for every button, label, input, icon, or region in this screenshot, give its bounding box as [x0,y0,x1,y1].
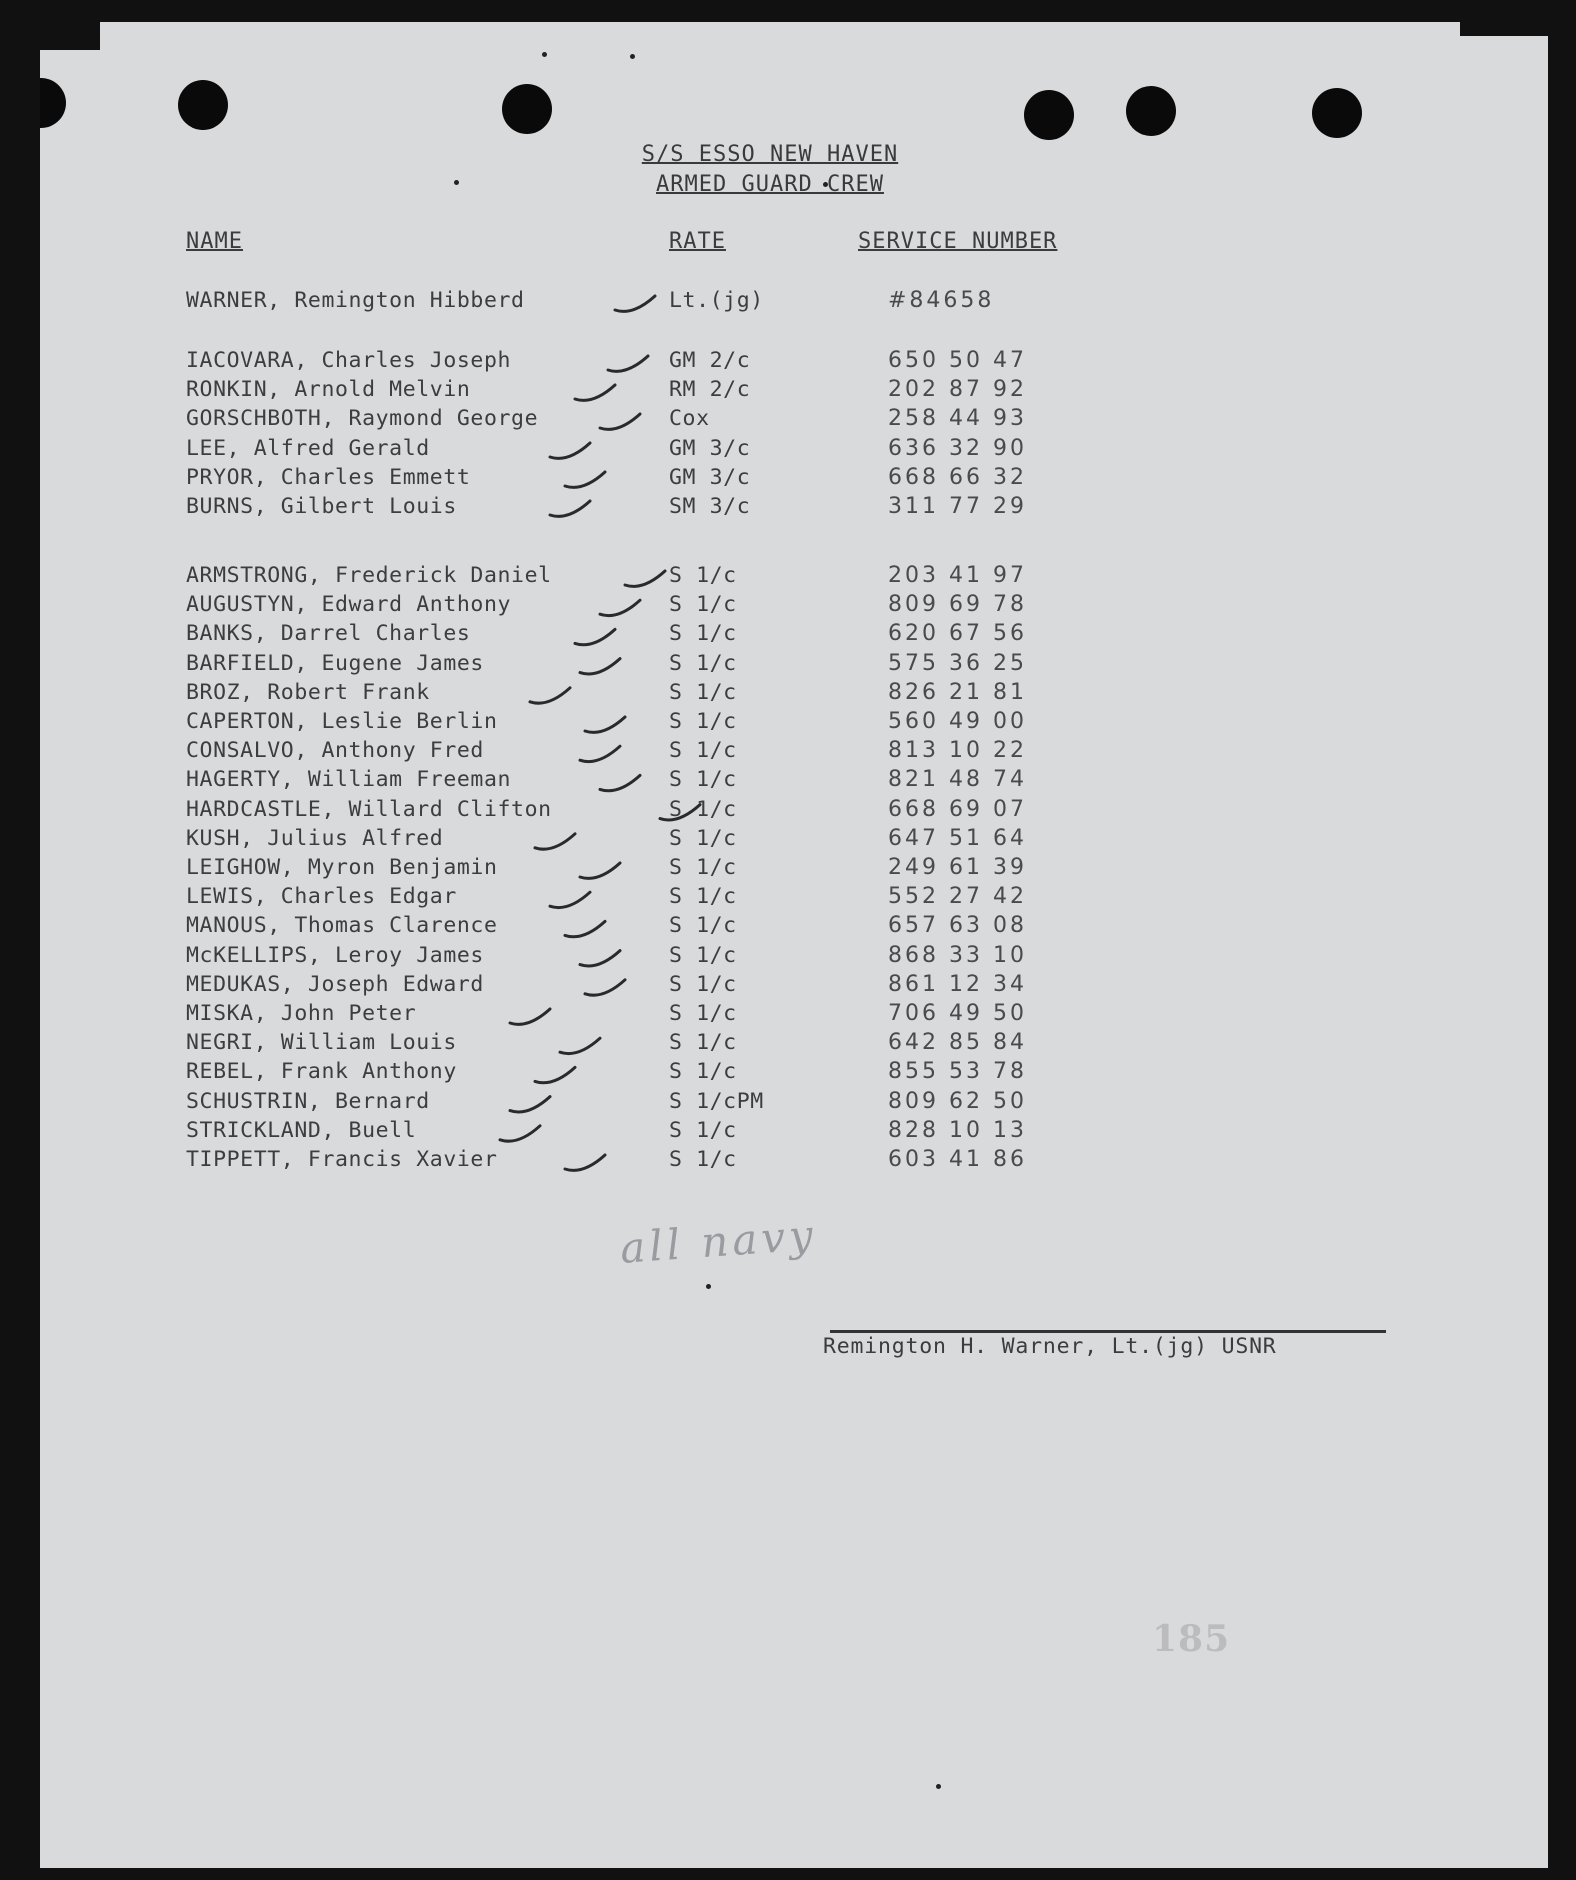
crew-service-number: 203 41 97 [888,563,1027,588]
checkmark-icon [510,1097,550,1112]
checkmark-icon [535,834,575,849]
checkmark-icon [550,443,590,458]
crew-rate: S 1/c [669,709,737,734]
crew-name: MISKA, John Peter [186,1001,417,1026]
checkmark-icon [575,385,615,400]
crew-name: NEGRI, William Louis [186,1030,457,1056]
crew-service-number: 668 66 32 [888,464,1027,490]
crew-rate: S 1/c [669,825,737,851]
checkmark-icon [565,472,605,487]
document-page [40,22,1548,1868]
checkmark-icon [660,805,700,820]
checkmark-icon [600,414,640,429]
crew-name: ARMSTRONG, Frederick Daniel [186,563,552,588]
crew-name: TIPPETT, Francis Xavier [186,1147,498,1172]
crew-rate: S 1/c [669,650,737,676]
crew-name: MANOUS, Thomas Clarence [186,913,498,939]
handwritten-note: all navy [618,1210,819,1273]
crew-name: CONSALVO, Anthony Fred [186,738,484,764]
crew-name: HARDCASTLE, Willard Clifton [186,796,552,822]
checkmark-icon [615,296,655,311]
checkmark-icon [600,600,640,615]
checkmark-icon [565,921,605,936]
crew-rate: S 1/c [669,679,737,705]
crew-name: LEIGHOW, Myron Benjamin [186,855,498,880]
crew-rate: Lt.(jg) [669,288,764,313]
crew-service-number: 821 48 74 [888,767,1027,793]
checkmark-icon [585,717,625,732]
signature-line: Remington H. Warner, Lt.(jg) USNR [823,1334,1277,1359]
checkmark-icon [580,746,620,761]
crew-rate: GM 3/c [669,435,751,461]
checkmark-icon [575,629,615,644]
crew-service-number: 552 27 42 [888,884,1027,910]
crew-rate: S 1/c [669,855,737,880]
crew-rate: S 1/c [669,796,737,822]
crew-name: WARNER, Remington Hibberd [186,288,525,313]
crew-rate: S 1/c [669,621,737,647]
crew-name: MEDUKAS, Joseph Edward [186,971,484,997]
crew-service-number: 855 53 78 [888,1059,1027,1085]
crew-rate: Cox [669,406,710,432]
crew-service-number: 258 44 93 [888,406,1027,432]
checkmark-layer [40,22,1548,1868]
checkmark-icon [580,951,620,966]
crew-service-number: 249 61 39 [888,855,1027,880]
crew-service-number: 202 87 92 [888,377,1027,403]
crew-service-number: 657 63 08 [888,913,1027,939]
crew-name: McKELLIPS, Leroy James [186,942,484,968]
crew-service-number: 650 50 47 [888,348,1027,373]
crew-rate: S 1/c [669,563,737,588]
crew-service-number: 620 67 56 [888,621,1027,647]
crew-name: BURNS, Gilbert Louis [186,494,457,519]
crew-name: IACOVARA, Charles Joseph [186,348,512,373]
crew-name: HAGERTY, William Freeman [186,767,512,793]
crew-rate: S 1/c [669,1001,737,1026]
crew-rate: S 1/c [669,592,737,618]
checkmark-icon [530,688,570,703]
crew-name: RONKIN, Arnold Melvin [186,377,471,403]
crew-name: STRICKLAND, Buell [186,1117,417,1143]
checkmark-icon [580,659,620,674]
crew-service-number: 603 41 86 [888,1147,1027,1172]
crew-service-number: 668 69 07 [888,796,1027,822]
crew-name: PRYOR, Charles Emmett [186,464,471,490]
signature-rule [830,1330,1386,1333]
crew-service-number: 642 85 84 [888,1030,1027,1056]
crew-name: BARFIELD, Eugene James [186,650,484,676]
crew-service-number: 575 36 25 [888,650,1027,676]
crew-heading: ARMED GUARD CREW [656,172,884,197]
crew-rate: GM 3/c [669,464,751,490]
checkmark-icon [510,1009,550,1024]
checkmark-icon [500,1126,540,1141]
crew-rate: SM 3/c [669,494,751,519]
crew-service-number: 809 69 78 [888,592,1027,618]
column-header-name: NAME [186,229,243,254]
crew-rate: S 1/c [669,971,737,997]
checkmark-icon [550,892,590,907]
crew-name: LEWIS, Charles Edgar [186,884,457,910]
checkmark-icon [625,571,665,586]
checkmark-icon [608,356,648,371]
crew-rate: S 1/c [669,1030,737,1056]
crew-rate: RM 2/c [669,377,751,403]
crew-service-number: 813 10 22 [888,738,1027,764]
crew-service-number: #84658 [888,288,995,313]
crew-rate: S 1/c [669,1117,737,1143]
crew-name: GORSCHBOTH, Raymond George [186,406,539,432]
crew-name: REBEL, Frank Anthony [186,1059,457,1085]
crew-rate: S 1/c [669,1147,737,1172]
crew-name: SCHUSTRIN, Bernard [186,1088,430,1114]
crew-rate: GM 2/c [669,348,751,373]
crew-service-number: 861 12 34 [888,971,1027,997]
checkmark-icon [550,501,590,516]
crew-name: BROZ, Robert Frank [186,679,430,705]
crew-service-number: 828 10 13 [888,1117,1027,1143]
crew-name: LEE, Alfred Gerald [186,435,430,461]
crew-name: KUSH, Julius Alfred [186,825,444,851]
checkmark-icon [580,863,620,878]
crew-rate: S 1/c [669,767,737,793]
crew-name: BANKS, Darrel Charles [186,621,471,647]
crew-service-number: 636 32 90 [888,435,1027,461]
crew-service-number: 647 51 64 [888,825,1027,851]
crew-rate: S 1/cPM [669,1088,764,1114]
checkmark-icon [535,1067,575,1082]
crew-service-number: 809 62 50 [888,1088,1027,1114]
crew-service-number: 560 49 00 [888,709,1027,734]
crew-rate: S 1/c [669,913,737,939]
checkmark-icon [585,980,625,995]
checkmark-icon [560,1038,600,1053]
crew-name: CAPERTON, Leslie Berlin [186,709,498,734]
column-header-rate: RATE [669,229,726,254]
checkmark-icon [565,1155,605,1170]
crew-service-number: 706 49 50 [888,1001,1027,1026]
crew-rate: S 1/c [669,738,737,764]
checkmark-icon [600,775,640,790]
crew-rate: S 1/c [669,884,737,910]
crew-rate: S 1/c [669,942,737,968]
column-header-service-number: SERVICE NUMBER [858,229,1058,254]
crew-service-number: 311 77 29 [888,494,1027,519]
crew-rate: S 1/c [669,1059,737,1085]
crew-name: AUGUSTYN, Edward Anthony [186,592,512,618]
page-number-stamp: 185 [1152,1618,1231,1660]
crew-service-number: 868 33 10 [888,942,1027,968]
crew-service-number: 826 21 81 [888,679,1027,705]
ship-name: S/S ESSO NEW HAVEN [641,142,899,167]
